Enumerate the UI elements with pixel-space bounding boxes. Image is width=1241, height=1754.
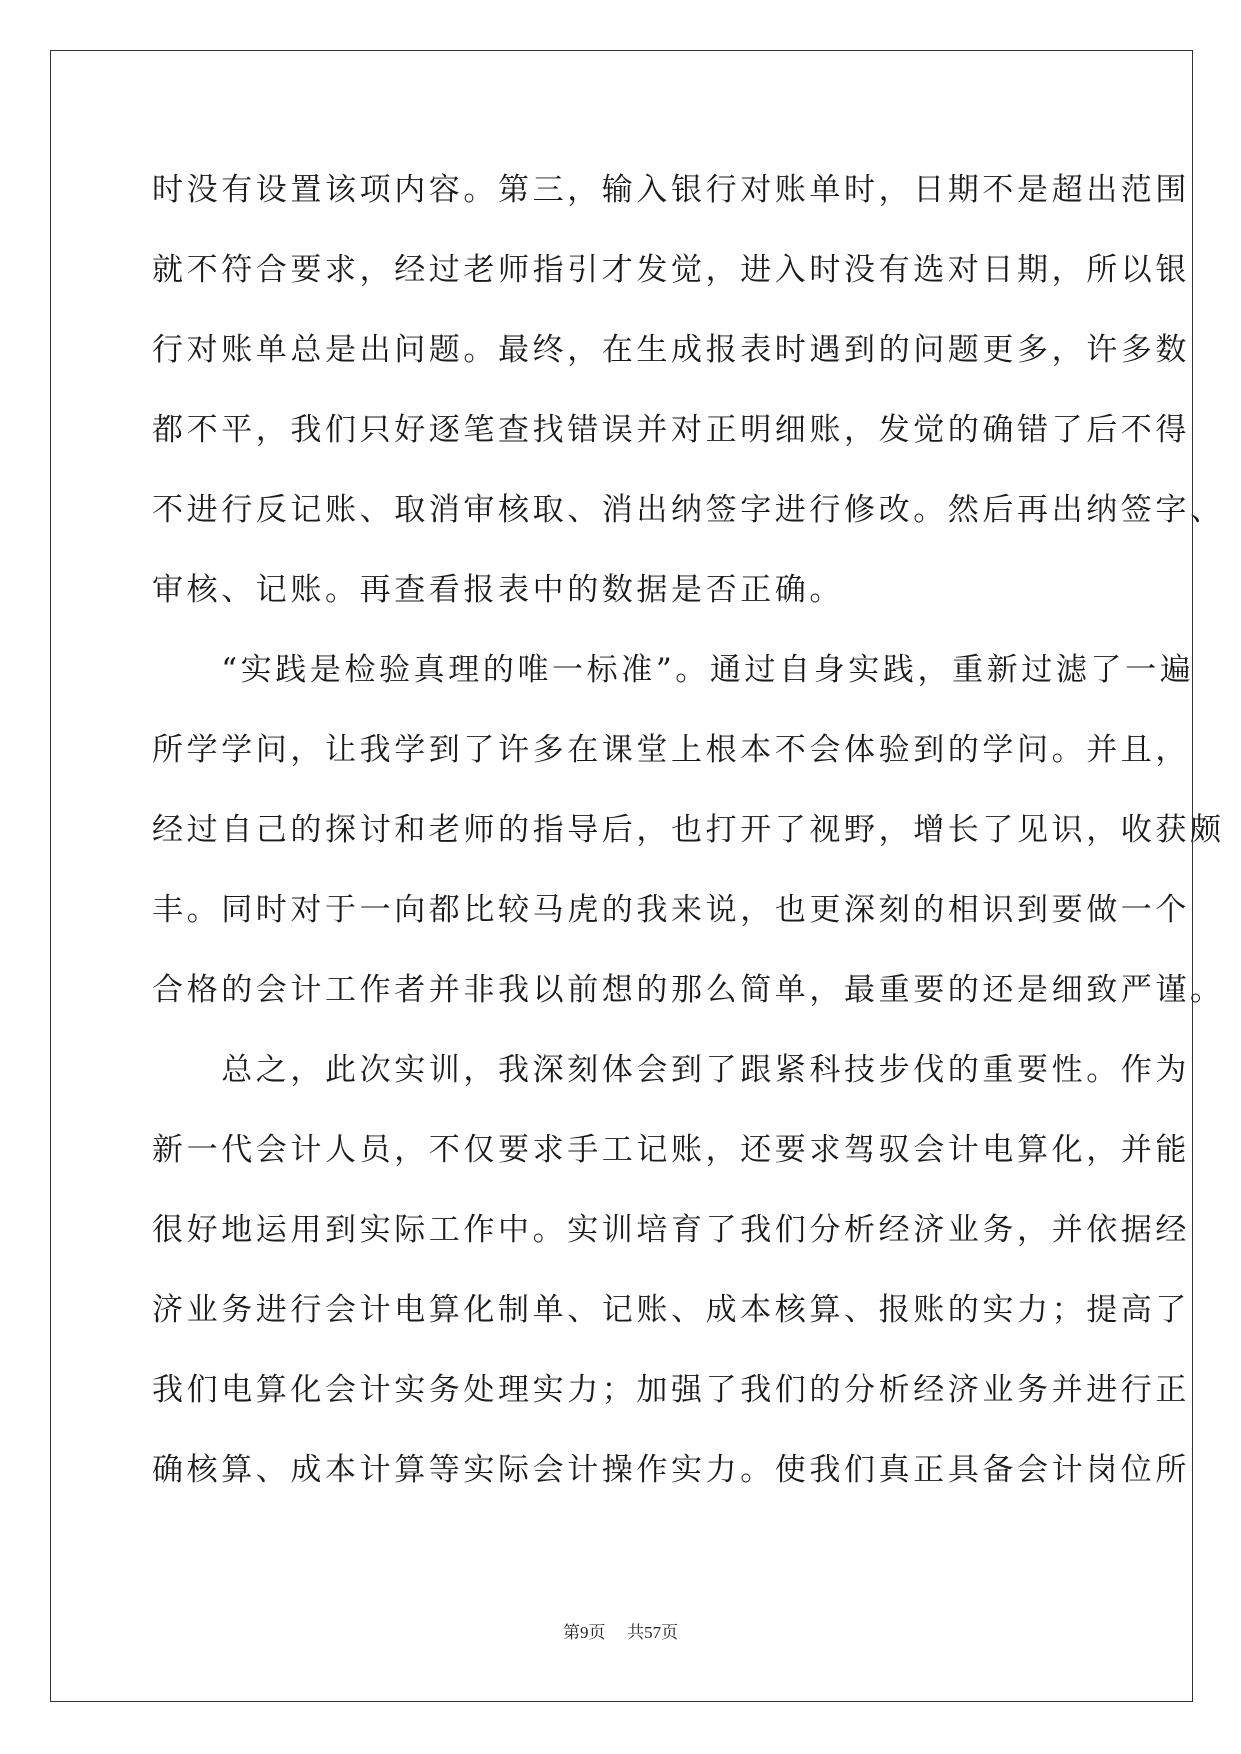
text-line: 很好地运用到实际工作中。实训培育了我们分析经济业务，并依据经 [152, 1212, 1190, 1248]
text-line: 都不平，我们只好逐笔查找错误并对正明细账，发觉的确错了后不得 [152, 412, 1190, 448]
text-line: 所学学问，让我学到了许多在课堂上根本不会体验到的学问。并且， [152, 732, 1190, 768]
text-line: 就不符合要求，经过老师指引才发觉，进入时没有选对日期，所以银 [152, 252, 1190, 288]
page-label-suffix: 页 [588, 1623, 606, 1643]
text-line: “实践是检验真理的唯一标准”。通过自身实践，重新过滤了一遍 [152, 652, 1195, 688]
text-line: 经过自己的探讨和老师的指导后，也打开了视野，增长了见识，收获颇 [152, 812, 1225, 848]
text-line: 我们电算化会计实务处理实力；加强了我们的分析经济业务并进行正 [152, 1372, 1190, 1408]
text-line: 审核、记账。再查看报表中的数据是否正确。 [152, 572, 844, 608]
text-line: 确核算、成本计算等实际会计操作实力。使我们真正具备会计岗位所 [152, 1452, 1190, 1488]
text-line: 济业务进行会计电算化制单、记账、成本核算、报账的实力；提高了 [152, 1292, 1190, 1328]
text-line: 不进行反记账、取消审核取、消出纳签字进行修改。然后再出纳签字、 [152, 492, 1225, 528]
page-label-prefix: 第 [562, 1623, 580, 1643]
total-label-suffix: 页 [661, 1623, 679, 1643]
text-line: 行对账单总是出问题。最终，在生成报表时遇到的问题更多，许多数 [152, 332, 1190, 368]
text-line: 合格的会计工作者并非我以前想的那么简单，最重要的还是细致严谨。 [152, 972, 1225, 1008]
text-line: 时没有设置该项内容。第三，输入银行对账单时，日期不是超出范围 [152, 172, 1190, 208]
total-label-prefix: 共 [627, 1623, 645, 1643]
text-line: 总之，此次实训，我深刻体会到了跟紧科技步伐的重要性。作为 [152, 1052, 1190, 1088]
text-line: 新一代会计人员，不仅要求手工记账，还要求驾驭会计电算化，并能 [152, 1132, 1190, 1168]
text-line: 丰。同时对于一向都比较马虎的我来说，也更深刻的相识到要做一个 [152, 892, 1190, 928]
page-number: 9 [579, 1623, 589, 1642]
total-pages: 57 [644, 1623, 662, 1642]
page-footer [0, 1618, 1241, 1643]
